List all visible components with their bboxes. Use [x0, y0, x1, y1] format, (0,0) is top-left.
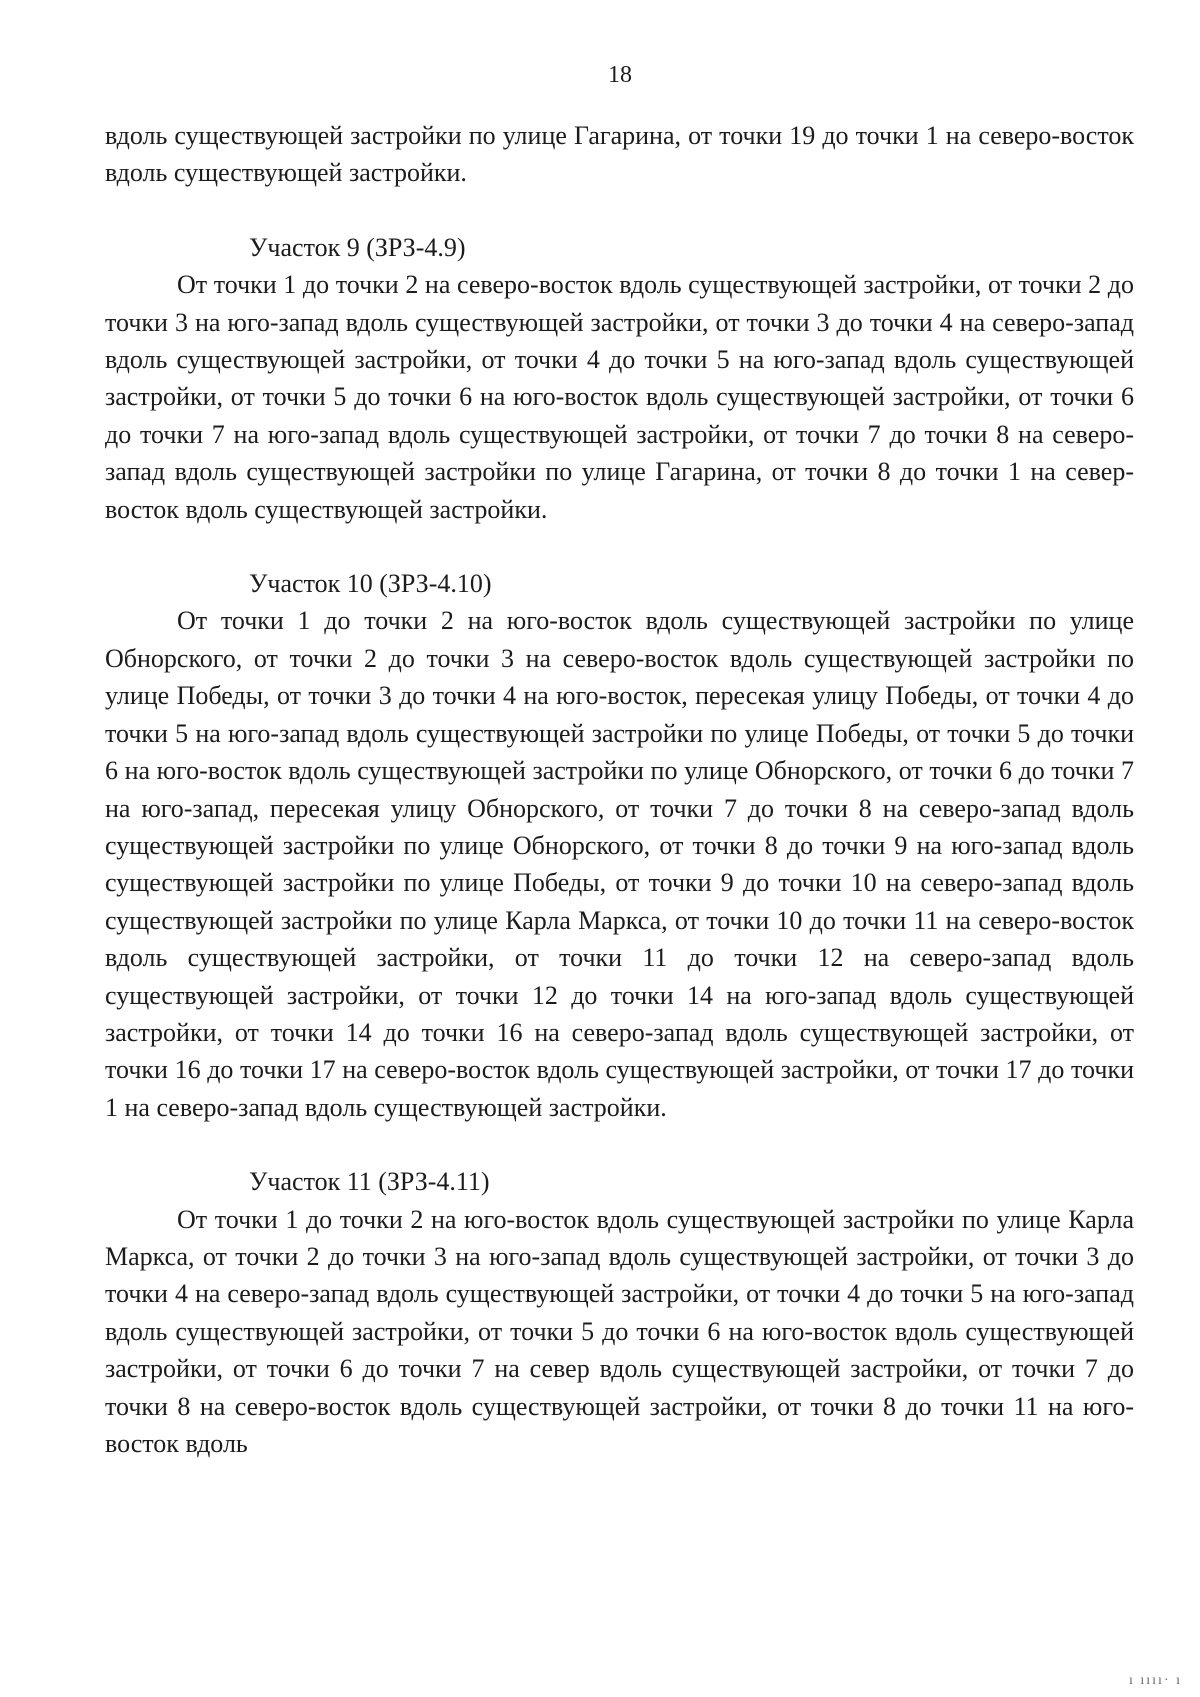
scan-artifact-mark: ı ıııı· ı: [1129, 1673, 1182, 1688]
section-text: От точки 1 до точки 2 на юго-восток вдоль существующей застройки по улице Карла Маркса, от точки 2 до точки 3 на юго-запад вдоль существующей застройки, от точки 3 до точки 4 на северо-запад вдоль существующей застройки, от точки 4 до точки 5 на юго-запад вдоль существующей застройки, от точки 5 до точки 6 на юго-восток вдоль существующей застройки, от точки 6 до точки 7 на север вдоль существующей застройки, от точки 7 до точки 8 на северо-восток вдоль существующей застройки, от точки 8 до точки 11 на юго-восток вдоль: [105, 1204, 1134, 1458]
section-title: Участок 9 (ЗРЗ-4.9): [249, 232, 466, 262]
section-text: От точки 1 до точки 2 на юго-восток вдоль существующей застройки по улице Обнорского, от точки 2 до точки 3 на северо-восток вдоль существующей застройки по улице Победы, от точки 3 до точки 4 на юго-восток, пересекая улицу Победы, от точки 4 до точки 5 на юго-запад вдоль существующей застройки по улице Победы, от точки 5 до точки 6 на юго-восток вдоль существующей застройки по улице Обнорского, от точки 6 до точки 7 на юго-запад, пересекая улицу Обнорского, от точки 7 до точки 8 на северо-запад вдоль существующей застройки по улице Обнорского, от точки 8 до точки 9 на юго-запад вдоль существующей застройки по улице Победы, от точки 9 до точки 10 на северо-запад вдоль существующей застройки по улице Карла Маркса, от точки 10 до точки 11 на северо-восток вдоль существующей застройки, от точки 11 до точки 12 на северо-запад вдоль существующей застройки, от точки 12 до точки 14 на юго-запад вдоль существующей застройки, от точки 14 до точки 16 на северо-запад вдоль существующей застройки, от точки 16 до точки 17 на северо-восток вдоль существующей застройки, от точки 17 до точки 1 на северо-запад вдоль существующей застройки.: [105, 606, 1134, 1122]
page-number: 18: [608, 62, 632, 88]
section-title: Участок 11 (ЗРЗ-4.11): [249, 1167, 490, 1197]
section-title: Участок 10 (ЗРЗ-4.10): [249, 569, 492, 599]
section-text: От точки 1 до точки 2 на северо-восток вдоль существующей застройки, от точки 2 до точки 3 на юго-запад вдоль существующей застройки, от точки 3 до точки 4 на северо-запад вдоль существующей застройки, от точки 4 до точки 5 на юго-запад вдоль существующей застройки, от точки 5 до точки 6 на юго-восток вдоль существующей застройки, от точки 6 до точки 7 на юго-запад вдоль существующей застройки, от точки 7 до точки 8 на северо-запад вдоль существующей застройки по улице Гагарина, от точки 8 до точки 1 на север-восток вдоль существующей застройки.: [105, 270, 1134, 524]
document-body: [105, 117, 1134, 1462]
section-plot-11: [105, 1163, 1134, 1462]
section-plot-10: [105, 565, 1134, 1126]
section-plot-9: [105, 229, 1134, 528]
intro-paragraph: вдоль существующей застройки по улице Гагарина, от точки 19 до точки 1 на северо-восток вдоль существующей застройки.: [105, 121, 1134, 188]
